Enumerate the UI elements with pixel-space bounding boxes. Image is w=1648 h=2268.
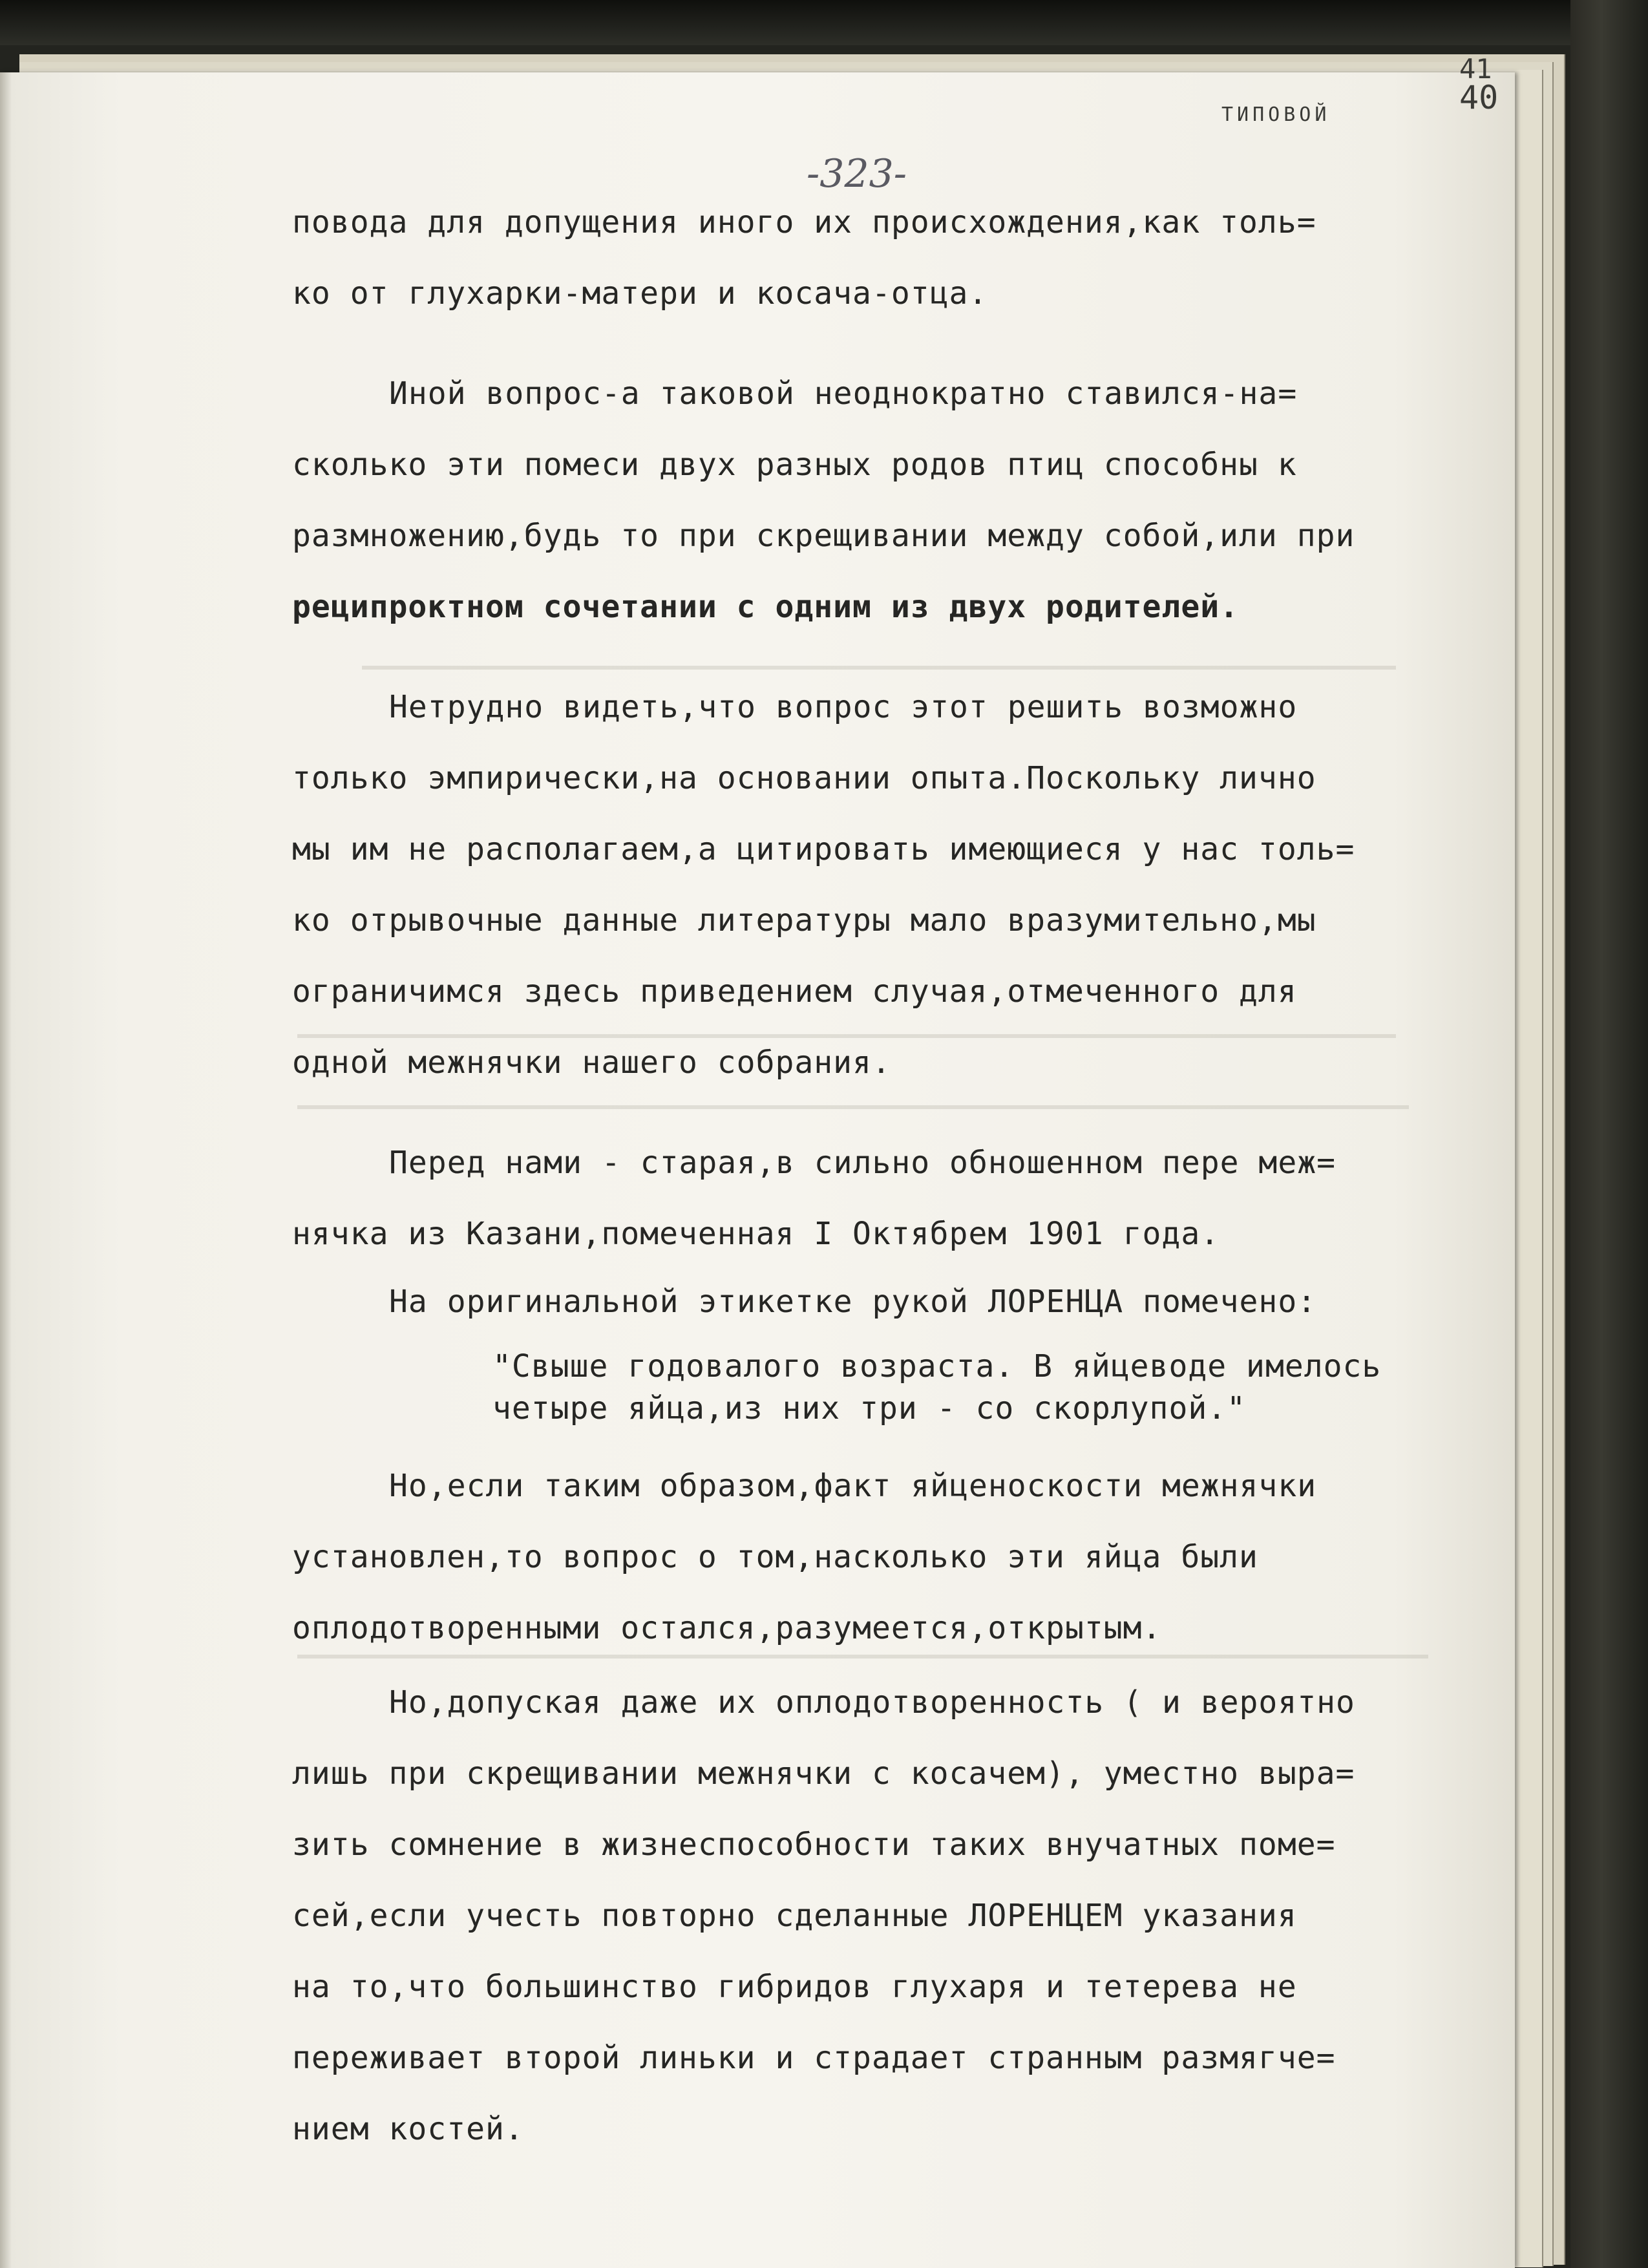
header-strip-text: ТИПОВОЙ [1221,103,1331,126]
text-line: ко отрывочные данные литературы мало вразумительно,мы [292,902,1316,938]
text-line: На оригинальной этикетке рукой ЛОРЕНЦА помечено: [389,1284,1317,1320]
folio-number-top: 41 [1459,53,1492,85]
text-line: нием костей. [292,2111,524,2147]
text-line: на то,что большинство гибридов глухаря и тетерева не [292,1969,1297,2005]
binder-cover-top [0,0,1648,45]
text-line: Но,допуская даже их оплодотворенность ( и вероятно [389,1684,1355,1721]
text-line: сколько эти помеси двух разных родов птиц способны к [292,447,1297,483]
text-line: установлен,то вопрос о том,насколько эти яйца были [292,1539,1258,1575]
text-line: реципроктном сочетании с одним из двух родителей. [292,589,1240,625]
text-line: нячка из Казани,помеченная I Октябрем 1901 года. [292,1216,1220,1252]
text-line: размножению,будь то при скрещивании между собой,или при [292,518,1355,554]
page-number: -323- [807,151,907,196]
text-line: зить сомнение в жизнеспособности таких внучатных поме= [292,1827,1336,1863]
folio-number: 40 [1459,79,1499,116]
text-line: лишь при скрещивании межнячки с косачем), уместно выра= [292,1755,1355,1792]
binder-cover-right [1570,0,1648,2268]
text-line: ограничимся здесь приведением случая,отмеченного для [292,973,1297,1010]
text-line: Перед нами - старая,в сильно обношенном пере меж= [389,1145,1336,1181]
text-line: только эмпирически,на основании опыта.Поскольку лично [292,760,1316,796]
text-line: переживает второй линьки и страдает странным размягче= [292,2040,1336,2076]
text-line: одной межнячки нашего собрания. [292,1044,891,1081]
bleed-through-mark [297,1655,1428,1659]
text-line: Нетрудно видеть,что вопрос этот решить возможно [389,689,1298,725]
text-line: оплодотворенными остался,разумеется,открытым. [292,1610,1162,1646]
text-line: повода для допущения иного их происхождения,как толь= [292,204,1316,240]
quoted-line: четыре яйца,из них три - со скорлупой." [492,1390,1247,1426]
text-line: Но,если таким образом,факт яйценоскости межнячки [389,1468,1317,1504]
quoted-line: "Свыше годовалого возраста. В яйцеводе имелось [492,1348,1382,1384]
bleed-through-mark [297,1105,1409,1109]
bleed-through-mark [362,666,1396,670]
bleed-through-mark [297,1034,1396,1038]
page-left-edge [0,72,12,2268]
text-line: ко от глухарки-матери и косача-отца. [292,275,988,312]
text-line: Иной вопрос-а таковой неоднократно ставился-на= [389,376,1298,412]
text-line: сей,если учесть повторно сделанные ЛОРЕНЦЕМ указания [292,1898,1297,1934]
text-line: мы им не располагаем,а цитировать имеющиеся у нас толь= [292,831,1355,867]
